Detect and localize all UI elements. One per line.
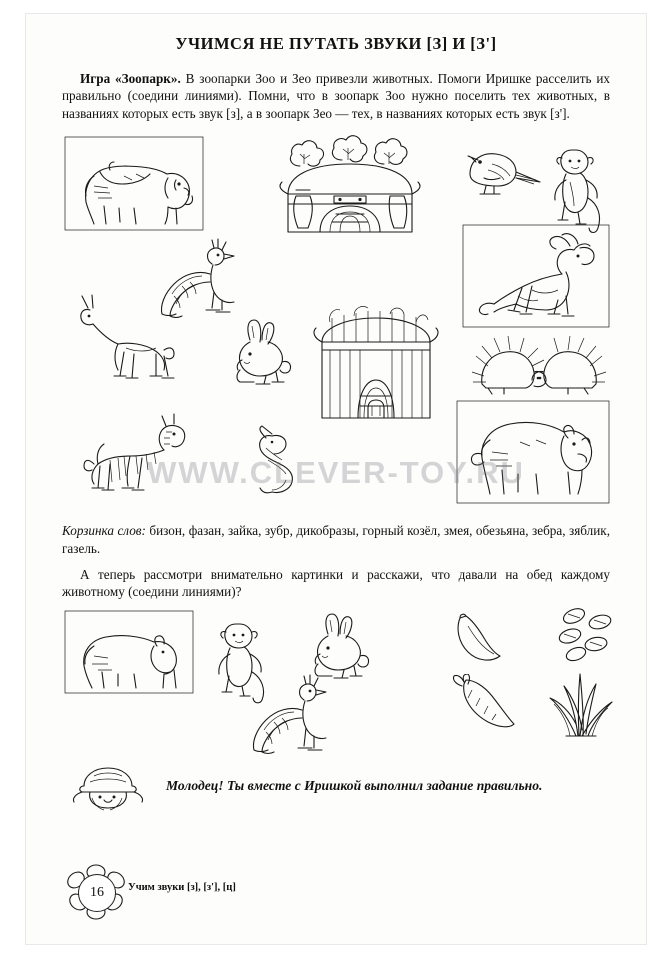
- word-basket: [62, 522, 610, 557]
- task2-paragraph: А теперь рассмотри внимательно картинки и расскажи, что давали на обед каждому животному (соедини линиями)?: [62, 566, 610, 600]
- snake-illustration: [242, 424, 312, 500]
- bison-illustration-2: [64, 610, 194, 694]
- illustration-area-task2: [62, 606, 610, 766]
- seeds-illustration: [550, 606, 622, 662]
- gazelle-illustration: [68, 286, 188, 382]
- zebra-illustration: [80, 404, 210, 498]
- page-footer: [62, 870, 610, 926]
- banana-illustration: [452, 612, 508, 666]
- footer-label: Учим звуки [з], [з'], [ц]: [128, 882, 236, 893]
- page-number: 16: [78, 874, 116, 912]
- game-label: Игра «Зоопарк».: [80, 71, 181, 86]
- word-basket-words: бизон, фазан, зайка, зубр, дикобразы, горный козёл, змея, обезьяна, зебра, зяблик, газель.: [62, 523, 610, 556]
- word-basket-label: Корзинка слов:: [62, 523, 146, 539]
- page-content: [62, 34, 610, 818]
- praise-row: [62, 766, 610, 818]
- porcupines-illustration: [468, 320, 610, 400]
- zoo-building-zeo: [306, 302, 446, 428]
- page-title: УЧИМСЯ НЕ ПУТАТЬ ЗВУКИ [З] И [З']: [175, 34, 497, 53]
- mountain-goat-illustration: [462, 224, 610, 328]
- praise-text: Молодец! Ты вместе с Иришкой выполнил задание правильно.: [166, 778, 543, 794]
- grass-illustration: [540, 666, 620, 738]
- monkey-illustration: [544, 128, 614, 238]
- task1-text: В зоопарки Зоо и Зео привезли животных. Помоги Иришке расселить их правильно (соедини линиями). Помни, что в зоопарк Зоо нужно поселить тех животных, в названиях которых есть звук [з], а в зоопарк Зео — тех, в названиях которых есть звук [з'].: [62, 71, 610, 121]
- aurochs-illustration: [456, 400, 610, 504]
- gnome-illustration: [68, 764, 148, 814]
- bison-illustration: [64, 136, 204, 231]
- hare-illustration: [210, 318, 300, 390]
- pheasant-illustration: [242, 670, 354, 760]
- illustration-area-task1: [62, 128, 610, 518]
- finch-illustration: [454, 134, 544, 204]
- carrot-illustration: [448, 674, 520, 736]
- zoo-building-zoo: [270, 128, 430, 238]
- task1-paragraph: [62, 70, 610, 122]
- watermark: WWW.CLEVER-TOY.RU: [147, 455, 525, 490]
